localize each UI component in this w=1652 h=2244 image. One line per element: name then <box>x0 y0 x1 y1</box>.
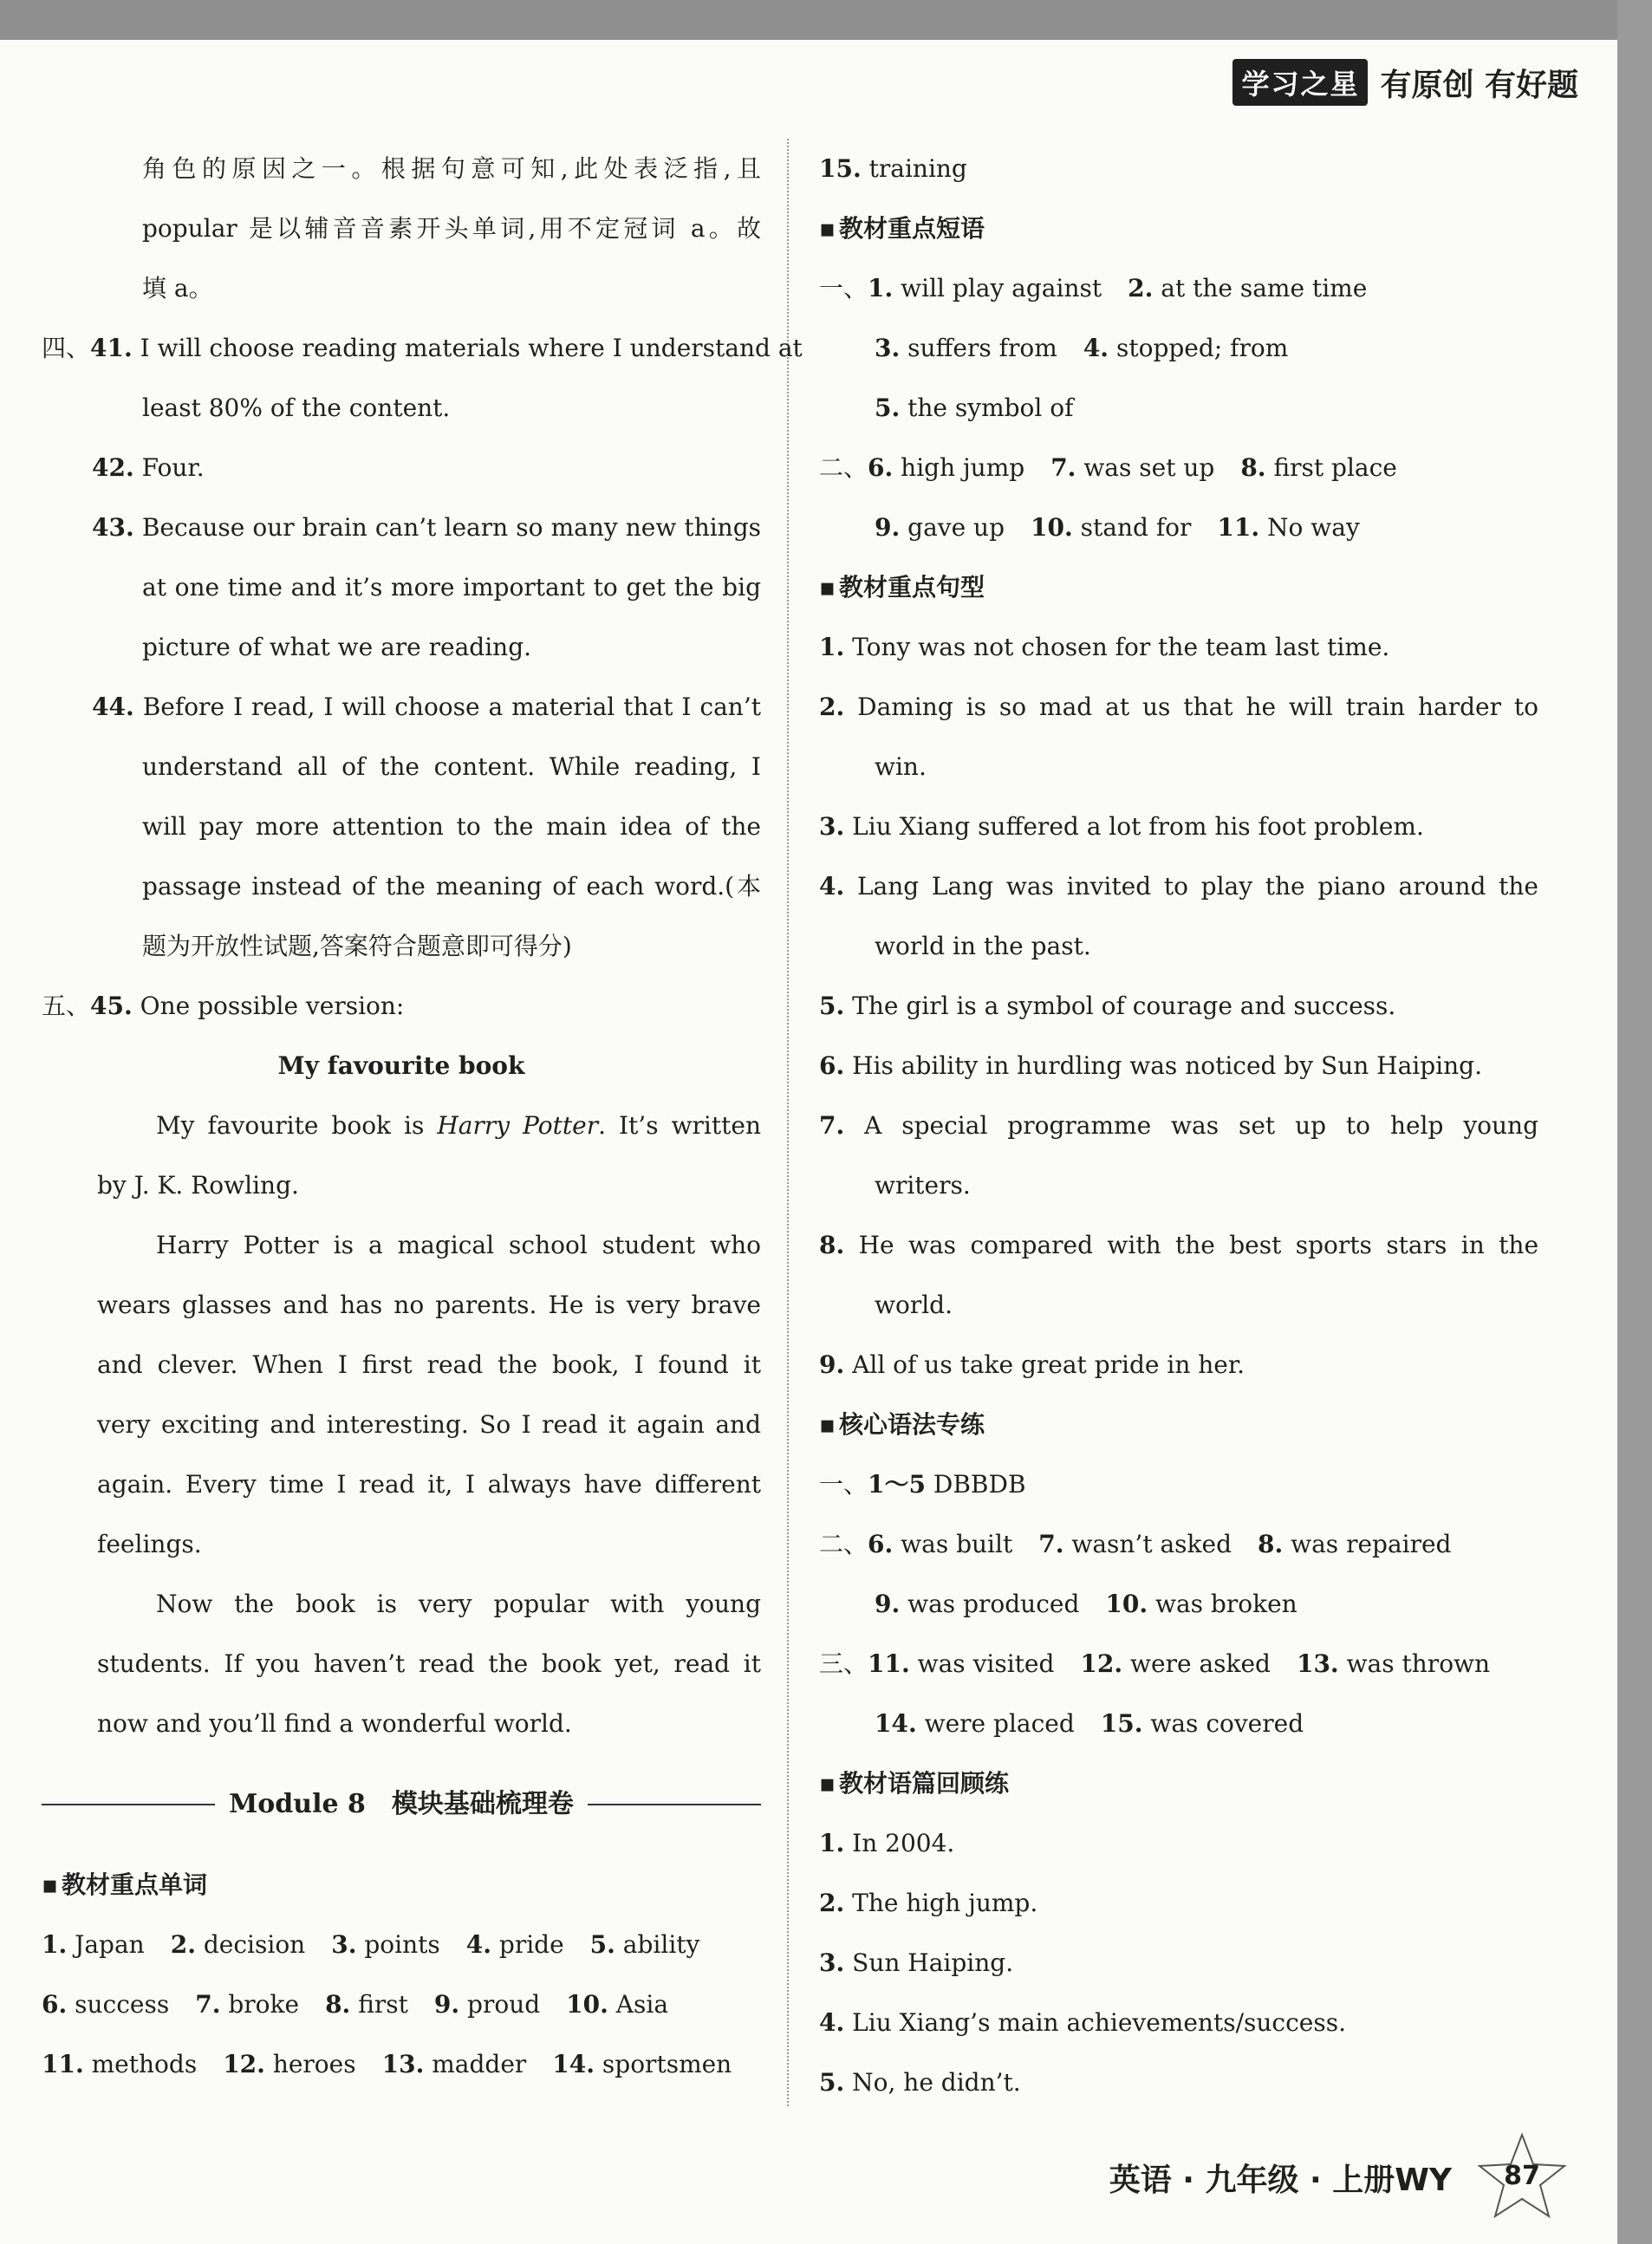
scan-right-edge <box>1617 0 1652 2244</box>
page-number-badge <box>1474 2130 1570 2225</box>
module-rule-left <box>42 1804 215 1805</box>
answer-row <box>819 498 1538 557</box>
text-line: picture of what we are reading. <box>142 633 532 661</box>
answer-item: 6. success <box>42 1990 170 2019</box>
sentence-3: 3. Liu Xiang suffered a lot from his foot problem. <box>819 812 1424 841</box>
answer-item: 14. sportsmen <box>552 2050 732 2078</box>
essay-line: now and you’ll find a wonderful world. <box>97 1709 572 1738</box>
answer-item: 4. pride <box>465 1930 564 1959</box>
text-line: understand all of the content. While reading, I <box>142 752 761 781</box>
section-title-sentences: ▪ 教材重点句型 <box>819 557 1538 617</box>
answer-item: 5. ability <box>589 1930 700 1959</box>
sentence-4: 4. Lang Lang was invited to play the piano around the <box>819 872 1538 901</box>
answer-item: 3. suffers from <box>875 334 1057 362</box>
page-footer <box>1109 2130 1570 2225</box>
text-line: win. <box>875 752 927 781</box>
sentence-5: 5. The girl is a symbol of courage and success. <box>819 992 1396 1020</box>
text-line: world in the past. <box>875 932 1091 960</box>
essay-line: students. If you haven’t read the book yet, read it <box>97 1649 761 1678</box>
text-line: 角色的原因之一。根据句意可知,此处表泛指,且 <box>142 154 761 183</box>
answer-41: 四、41. I will choose reading materials where I understand at <box>42 334 803 362</box>
module-heading <box>42 1774 761 1834</box>
essay-line: My favourite book is Harry Potter. It’s written <box>156 1111 761 1140</box>
review-item: 3. Sun Haiping. <box>819 1948 1014 1977</box>
module-title: Module 8 模块基础梳理卷 <box>229 1789 574 1819</box>
answer-item: 9. was produced <box>875 1590 1080 1618</box>
answer-item: 6. high jump <box>868 453 1025 482</box>
review-item: 2. The high jump. <box>819 1889 1038 1917</box>
text-line: world. <box>875 1291 953 1319</box>
answer-row <box>42 1915 761 1974</box>
essay-line: again. Every time I read it, I always have different <box>97 1470 761 1499</box>
sentence-1: 1. Tony was not chosen for the team last time. <box>819 633 1390 661</box>
text-line: 题为开放性试题,答案符合题意即可得分) <box>142 932 572 960</box>
answer-item: 11. methods <box>42 2050 198 2078</box>
answer-item: 11. No way <box>1217 513 1360 542</box>
answer-item: 12. were asked <box>1080 1649 1271 1678</box>
review-item: 1. In 2004. <box>819 1829 955 1857</box>
answer-row <box>819 1694 1538 1753</box>
answer-item: 2. decision <box>170 1930 306 1959</box>
section-title-grammar: ▪ 核心语法专练 <box>819 1395 1538 1454</box>
footer-subject: 英语 · 九年级 · 上册WY <box>1109 2162 1452 2198</box>
answer-row <box>819 1574 1538 1634</box>
grammar-part-2 <box>819 1514 1538 1634</box>
answer-item: 13. was thrown <box>1296 1649 1491 1678</box>
section-title-review: ▪ 教材语篇回顾练 <box>819 1753 1538 1813</box>
answer-item: 3. points <box>331 1930 440 1959</box>
sentence-6: 6. His ability in hurdling was noticed by Sun Haiping. <box>819 1051 1482 1080</box>
answer-row <box>819 378 1538 438</box>
text-line: popular 是以辅音音素开头单词,用不定冠词 a。故 <box>142 214 761 243</box>
words-list <box>42 1915 761 2094</box>
header-brand <box>1232 59 1578 106</box>
essay-line: Harry Potter is a magical school student who <box>156 1231 761 1259</box>
answer-item: 10. Asia <box>566 1990 669 2019</box>
answer-item: 9. gave up <box>875 513 1005 542</box>
answer-45: 五、45. One possible version: <box>42 992 405 1020</box>
review-list <box>819 1813 1538 2112</box>
answer-43: 43. Because our brain can’t learn so many new things <box>92 513 762 542</box>
answer-item: 5. the symbol of <box>875 394 1074 422</box>
text-line: passage instead of the meaning of each word.(本 <box>142 872 761 901</box>
essay-line: Now the book is very popular with young <box>156 1590 761 1618</box>
essay-title: My favourite book <box>277 1051 525 1080</box>
grammar-part-1: 一、1～5 DBBDB <box>819 1470 1026 1499</box>
answer-row: 二、6. was built 7. wasn’t asked 8. was repaired <box>819 1530 1452 1558</box>
answer-item: 10. stand for <box>1031 513 1192 542</box>
text-line: will pay more attention to the main idea of the <box>142 812 761 841</box>
section-title-words: ▪ 教材重点单词 <box>42 1855 761 1915</box>
answer-row <box>42 1974 761 2034</box>
word-15: 15. training <box>819 154 967 183</box>
answer-row <box>42 2034 761 2094</box>
answer-item: 1. Japan <box>42 1930 145 1959</box>
answer-42: 42. Four. <box>92 453 205 482</box>
essay-line: and clever. When I first read the book, I found it <box>97 1350 761 1379</box>
answer-row: 三、11. was visited 12. were asked 13. was thrown <box>819 1649 1491 1678</box>
sentence-9: 9. All of us take great pride in her. <box>819 1350 1246 1379</box>
answer-item: 9. proud <box>433 1990 541 2019</box>
section-title-phrases: ▪ 教材重点短语 <box>819 198 1538 258</box>
sentence-2: 2. Daming is so mad at us that he will train harder to <box>819 693 1538 721</box>
sentence-8: 8. He was compared with the best sports stars in the <box>819 1231 1539 1259</box>
answer-item: 7. was set up <box>1050 453 1215 482</box>
grammar-part-3 <box>819 1634 1538 1753</box>
answer-item: 13. madder <box>381 2050 527 2078</box>
answer-item: 2. at the same time <box>1128 274 1368 302</box>
answer-item: 11. was visited <box>868 1649 1055 1678</box>
answer-item: 8. first <box>325 1990 408 2019</box>
sentence-7: 7. A special programme was set up to help young <box>819 1111 1538 1140</box>
left-column <box>42 139 803 2094</box>
page-number: 87 <box>1504 2161 1540 2191</box>
answer-item: 10. was broken <box>1105 1590 1298 1618</box>
answer-item: 8. was repaired <box>1258 1530 1452 1558</box>
answer-44: 44. Before I read, I will choose a material that I can’t <box>92 693 761 721</box>
answer-row: 二、6. high jump 7. was set up 8. first place <box>819 453 1397 482</box>
answer-item: 15. was covered <box>1100 1709 1304 1738</box>
right-column <box>819 139 1538 2112</box>
scan-top-edge <box>0 0 1652 40</box>
essay-line: very exciting and interesting. So I read it again and <box>97 1410 761 1439</box>
answer-item: 7. wasn’t asked <box>1038 1530 1232 1558</box>
text-line: writers. <box>875 1171 971 1200</box>
answer-item: 14. were placed <box>875 1709 1075 1738</box>
answer-item: 12. heroes <box>223 2050 356 2078</box>
review-item: 4. Liu Xiang’s main achievements/success. <box>819 2008 1346 2037</box>
answer-row: 一、1. will play against 2. at the same time <box>819 274 1368 302</box>
text-line: at one time and it’s more important to get the big <box>142 573 761 602</box>
text-line: 填 a。 <box>142 274 213 302</box>
review-item: 5. No, he didn’t. <box>819 2068 1021 2097</box>
answer-item: 8. first place <box>1240 453 1397 482</box>
brand-slogan: 有原创 有好题 <box>1380 67 1578 103</box>
answer-row <box>819 318 1538 378</box>
answer-item: 1. will play against <box>868 274 1102 302</box>
answer-item: 7. broke <box>195 1990 300 2019</box>
phrases-part-2 <box>819 438 1538 557</box>
answer-item: 4. stopped; from <box>1083 334 1289 362</box>
answer-item: 6. was built <box>868 1530 1013 1558</box>
essay-line: wears glasses and has no parents. He is very brave <box>97 1291 761 1319</box>
text-line: least 80% of the content. <box>142 394 451 422</box>
phrases-part-1 <box>819 258 1538 438</box>
essay-line: by J. K. Rowling. <box>97 1171 299 1200</box>
essay-line: feelings. <box>97 1530 202 1558</box>
module-rule-right <box>588 1804 761 1805</box>
column-divider <box>787 139 790 2106</box>
brand-logo: 学习之星 <box>1232 59 1368 106</box>
